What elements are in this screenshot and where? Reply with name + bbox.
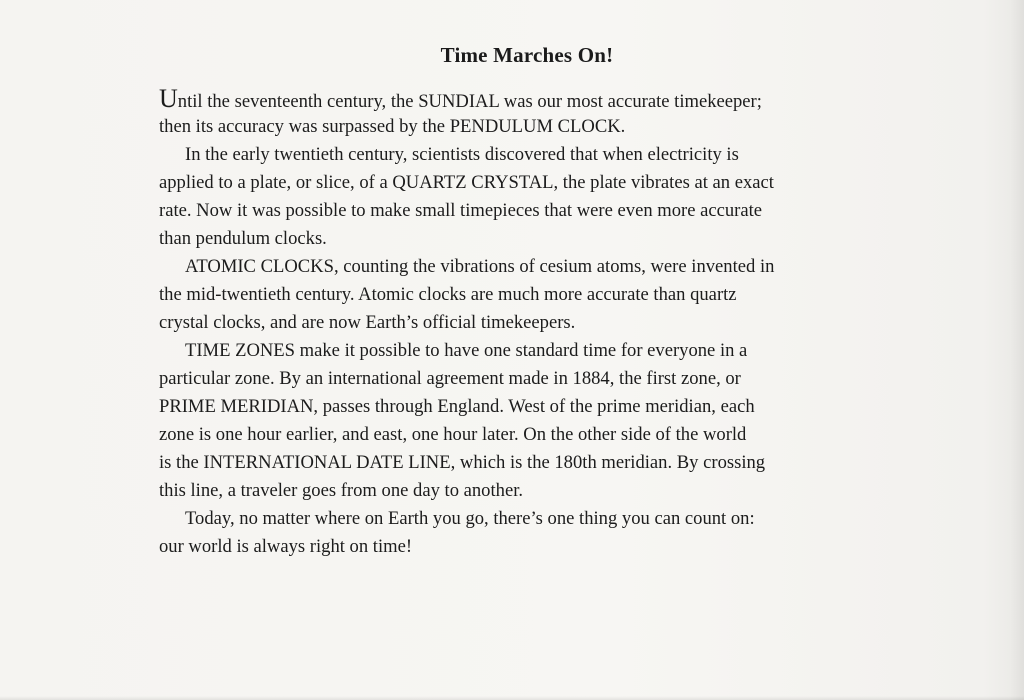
text-line: the mid-twentieth century. Atomic clocks are much more accurate than quartz xyxy=(159,284,737,305)
text-line xyxy=(159,85,899,113)
text-line: PRIME MERIDIAN, passes through England. West of the prime meridian, each xyxy=(159,396,755,417)
text-line: then its accuracy was surpassed by the PENDULUM CLOCK. xyxy=(159,116,626,137)
paragraph-start-line: Today, no matter where on Earth you go, there’s one thing you can count on: xyxy=(185,508,755,529)
page-title: Time Marches On! xyxy=(440,43,614,67)
text-line: applied to a plate, or slice, of a QUARTZ CRYSTAL, the plate vibrates at an exact xyxy=(159,172,774,193)
paragraph-start-line: In the early twentieth century, scientists discovered that when electricity is xyxy=(185,144,739,165)
text-line: crystal clocks, and are now Earth’s official timekeepers. xyxy=(159,312,576,333)
paragraph-start-line: TIME ZONES make it possible to have one standard time for everyone in a xyxy=(185,340,748,361)
text-line-content: ntil the seventeenth century, the SUNDIAL was our most accurate timekeeper; xyxy=(177,91,762,112)
text-line: zone is one hour earlier, and east, one hour later. On the other side of the world xyxy=(159,424,747,445)
paragraph-start-line: ATOMIC CLOCKS, counting the vibrations of cesium atoms, were invented in xyxy=(185,256,775,277)
text-line: than pendulum clocks. xyxy=(159,228,327,249)
drop-cap: U xyxy=(159,84,178,113)
text-line: rate. Now it was possible to make small timepieces that were even more accurate xyxy=(159,200,763,221)
page-bottom-edge xyxy=(0,696,1024,700)
text-line: this line, a traveler goes from one day to another. xyxy=(159,480,524,501)
text-line: is the INTERNATIONAL DATE LINE, which is the 180th meridian. By crossing xyxy=(159,452,766,473)
body-text xyxy=(159,85,899,561)
text-line: our world is always right on time! xyxy=(159,536,413,557)
text-line: particular zone. By an international agreement made in 1884, the first zone, or xyxy=(159,368,741,389)
